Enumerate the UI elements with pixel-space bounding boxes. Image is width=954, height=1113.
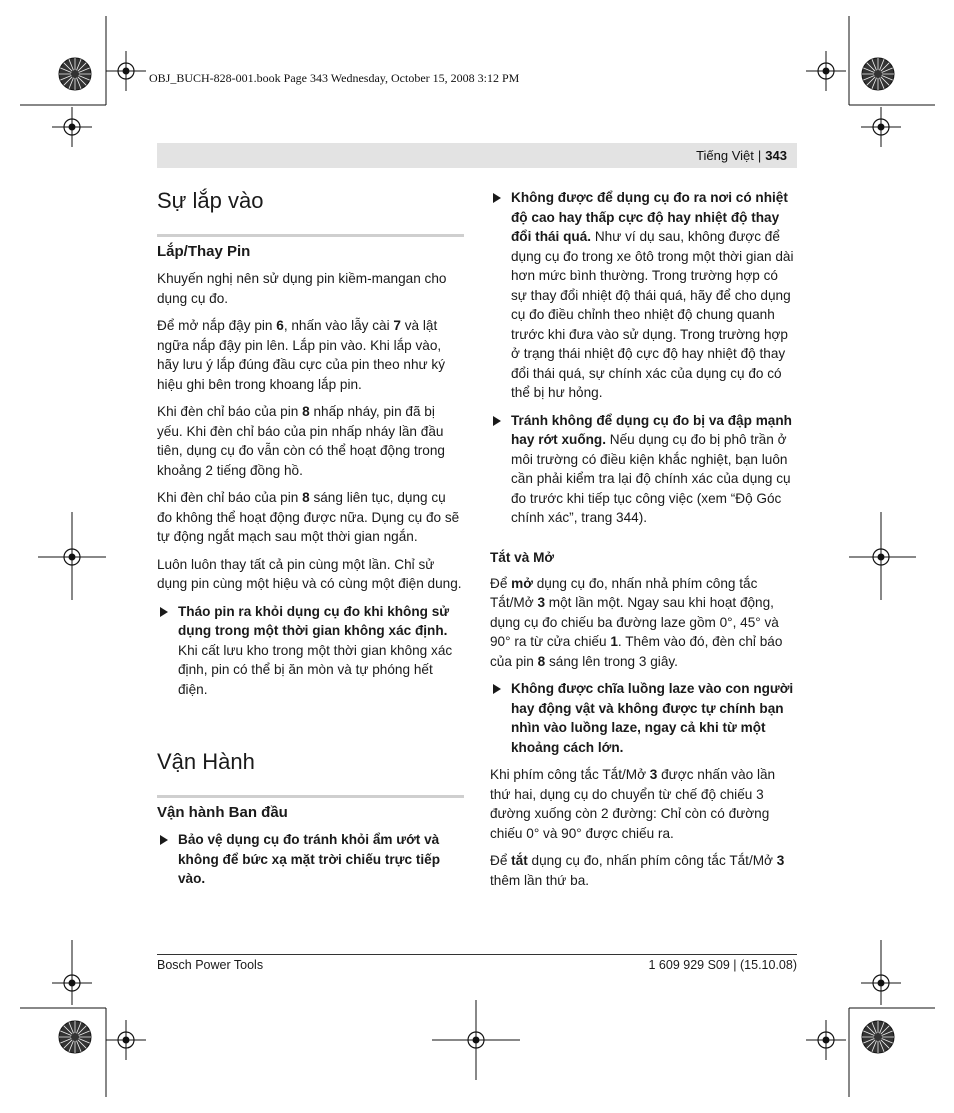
triangle-bullet-icon [160, 607, 168, 617]
crosshair-target-icon [52, 107, 92, 147]
starburst-circle-icon [59, 1021, 91, 1053]
paragraph-switch-off [490, 851, 797, 890]
text: Để [490, 853, 512, 868]
crosshair-target-icon [861, 107, 901, 147]
text: nhấp nháy, pin đã bị yếu. Khi đèn chỉ báo của pin nhấp nháy lần đầu tiên, dụng cụ đo vẫn còn có thể hoạt động trong khoảng 2 tiếng đồng hồ. [157, 404, 445, 478]
crosshair-target-icon [106, 51, 146, 91]
header-page-number: 343 [765, 148, 787, 163]
triangle-bullet-icon [493, 193, 501, 203]
page-header [157, 143, 797, 168]
bullet-bold-text: Bảo vệ dụng cụ đo tránh khỏi ẩm ướt và không để bức xạ mặt trời chiếu trực tiếp vào. [178, 832, 441, 886]
text: sáng lên trong 3 giây. [545, 653, 678, 669]
ref-number: 3 [776, 853, 785, 868]
text: Khi đèn chỉ báo của pin [157, 490, 303, 505]
text: dụng cụ đo, nhấn phím công tắc Tắt/Mở [527, 853, 777, 868]
ref-number: 3 [649, 767, 658, 782]
footer-brand: Bosch Power Tools [157, 958, 264, 972]
paragraph-battery-replace-all: Luôn luôn thay tất cả pin cùng một lần. Chỉ sử dụng pin cùng một hiệu và có cùng một điện dung. [157, 556, 462, 591]
crosshair-target-icon [806, 51, 846, 91]
warning-bullet-protect-moisture [157, 830, 464, 889]
section-title-operation: Vận Hành [157, 749, 255, 774]
warning-bullet-temperature [490, 188, 797, 403]
left-column [157, 186, 464, 897]
text: thêm lần thứ ba. [490, 872, 590, 888]
header-separator: | [757, 148, 762, 163]
print-info-line: OBJ_BUCH-828-001.book Page 343 Wednesday, October 15, 2008 3:12 PM [149, 71, 520, 85]
ref-number: 8 [537, 653, 546, 669]
paragraph-battery-insert [157, 316, 464, 394]
paragraph-second-press [490, 765, 797, 843]
paragraph-battery-blink [157, 402, 464, 480]
paragraph-switch-on [490, 574, 797, 672]
header-language: Tiếng Việt [696, 148, 754, 163]
section-title-assembly: Sự lắp vào [157, 188, 264, 213]
bullet-text: Nếu dụng cụ đo bị phô trần ở môi trường có điều kiện khắc nghiệt, bạn luôn cần phải kiểm tra lại độ chính xác của dụng cụ đo trước khi tiếp tục công việc (xem “Độ Góc chính xác”, trang 344). [511, 432, 791, 525]
ref-number: 1 [610, 634, 618, 649]
ref-number: 7 [393, 318, 401, 333]
triangle-bullet-icon [493, 416, 501, 426]
starburst-circle-icon [59, 58, 91, 90]
starburst-circle-icon [862, 58, 894, 90]
footer-divider [157, 954, 797, 955]
emphasis: tắt [511, 853, 528, 868]
text: Để mở nắp đậy pin [157, 318, 277, 333]
text: dụng cụ đo, nhấn nhả phím công tắc Tắt/Mở [490, 575, 758, 610]
text: sáng liên tục, dụng cụ đo không thể hoạt động được nữa. Dụng cụ đo sẽ tự động ngắt mạch sau một thời gian ngắn. [157, 490, 460, 544]
subheading-initial-operation: Vận hành Ban đầu [157, 804, 288, 821]
bullet-bold-text: Không được chĩa luồng laze vào con người hay động vật và không được tự chính bạn nhìn vào luồng laze, ngay cả khi từ một khoảng cách lớn. [511, 681, 794, 755]
crosshair-target-icon [106, 1020, 146, 1060]
subheading-on-off: Tắt và Mở [490, 549, 555, 565]
warning-bullet-laser-eyes [490, 679, 797, 757]
header-text [696, 148, 787, 163]
text: một lần một. Ngay sau khi hoạt động, dụng cụ đo chiếu ba đường laze gồm 0°, 45° và 90° ra từ cửa chiếu [490, 595, 779, 649]
footer-doc-number: 1 609 929 S09 | (15.10.08) [648, 958, 797, 972]
right-column [490, 188, 797, 898]
crosshair-target-icon [806, 1020, 846, 1060]
text: . Thêm vào đó, đèn chỉ báo của pin [490, 634, 783, 669]
ref-number: 3 [537, 595, 545, 610]
text: Để [490, 575, 512, 591]
text: , nhấn vào lẫy cài [283, 318, 394, 333]
bullet-bold-text: Tránh không để dụng cụ đo bị va đập mạnh hay rớt xuống. [511, 412, 792, 447]
triangle-bullet-icon [160, 835, 168, 845]
section-divider [157, 234, 464, 237]
bullet-bold-text: Tháo pin ra khỏi dụng cụ đo khi không sử dụng trong một thời gian không xác định. [178, 603, 450, 638]
bullet-text: Khi cất lưu kho trong một thời gian không xác định, pin có thể bị ăn mòn và tự phóng hết điện. [178, 642, 453, 697]
ref-number: 8 [302, 490, 310, 505]
bullet-text: Như ví dụ sau, không được để dụng cụ đo trong xe ôtô trong một thời gian dài hơn mức bình thường. Trong trường hợp có sự thay đổi nhiệt độ thái quá, hãy để cho dụng cụ đo điều chỉnh theo nhiệt độ chung quanh trước khi đưa vào sử dụng. Trong trường hợp ở trạng thái nhiệt độ cực độ hay nhiệt độ thay đổi thái quá, sự chính xác của dụng cụ đo có thể bị hư hỏng. [511, 229, 794, 400]
triangle-bullet-icon [493, 684, 501, 694]
text: và lật ngữa nắp đậy pin lên. Lắp pin vào. Khi lắp vào, hãy lưu ý lắp đúng đầu cực của pin theo như ký hiệu ghi bên trong khoang lắp pin. [157, 318, 446, 392]
subheading-battery: Lắp/Thay Pin [157, 243, 251, 260]
text: Khi phím công tắc Tắt/Mở [490, 767, 650, 782]
ref-number: 8 [302, 404, 310, 419]
emphasis: mở [511, 575, 533, 591]
warning-bullet-remove-battery [157, 602, 464, 700]
text: Khi đèn chỉ báo của pin [157, 404, 303, 419]
text: được nhấn vào lần thứ hai, dụng cụ do chuyển từ chế độ chiếu 3 đường xuống còn 2 đường: Chỉ còn có đường chiếu 0° và 90° được chiếu ra. [490, 767, 776, 841]
paragraph-battery-steady [157, 488, 464, 547]
warning-bullet-impact [490, 411, 797, 528]
bullet-bold-text: Không được để dụng cụ đo ra nơi có nhiệt độ cao hay thấp cực độ hay nhiệt độ thay đổi thái quá. [511, 190, 788, 244]
ref-number: 6 [276, 318, 284, 333]
paragraph-battery-recommend: Khuyến nghị nên sử dụng pin kiềm-mangan cho dụng cụ đo. [157, 271, 447, 306]
section-divider [157, 795, 464, 798]
starburst-circle-icon [862, 1021, 894, 1053]
